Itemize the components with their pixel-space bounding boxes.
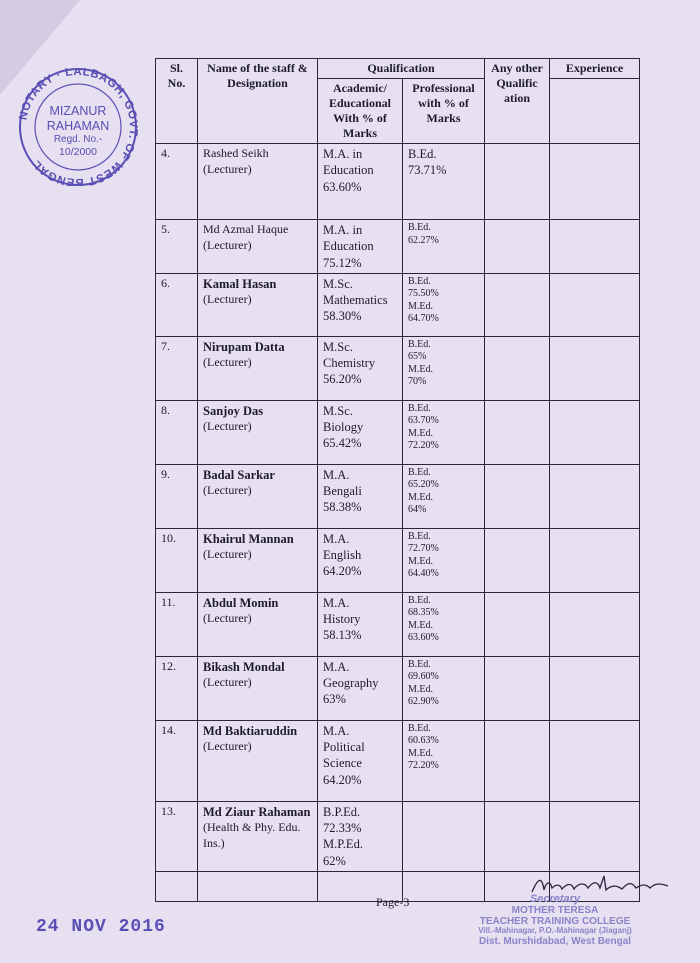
staff-cell [198, 400, 318, 464]
table-row [156, 656, 640, 720]
professional-qualification: B.Ed. 65% M.Ed. 70% [403, 336, 485, 400]
academic-qualification: M.A. Political Science 64.20% [318, 720, 403, 801]
blank-cell [156, 871, 198, 901]
staff-cell [198, 464, 318, 528]
college-name-line1: MOTHER TERESA [511, 905, 599, 917]
other-qualification [485, 144, 550, 220]
sl-no: 11. [156, 592, 198, 656]
table-row [156, 400, 640, 464]
staff-designation: (Lecturer) [203, 355, 252, 369]
sl-no: 8. [156, 400, 198, 464]
staff-name: Md Ziaur Rahaman [203, 804, 311, 819]
experience [550, 464, 640, 528]
secretary-stamp [440, 893, 670, 947]
staff-cell [198, 656, 318, 720]
college-address: Vill.-Mahinagar, P.O.-Mahinagar (Jiaganj) [478, 926, 632, 936]
staff-designation: (Health & Phy. Edu. Ins.) [203, 820, 301, 850]
staff-name: Md Azmal Haque [203, 222, 289, 236]
experience [550, 592, 640, 656]
staff-designation: (Lecturer) [203, 675, 252, 689]
experience [550, 400, 640, 464]
academic-qualification: M.Sc. Biology 65.42% [318, 400, 403, 464]
staff-designation: (Lecturer) [203, 547, 252, 561]
experience [550, 273, 640, 336]
staff-designation: (Lecturer) [203, 419, 252, 433]
professional-qualification: B.Ed. 63.70% M.Ed. 72.20% [403, 400, 485, 464]
staff-name: Rashed Seikh [203, 146, 269, 160]
blank-cell [198, 871, 318, 901]
academic-qualification: M.Sc. Mathematics 58.30% [318, 273, 403, 336]
header-experience: Experience [550, 59, 640, 79]
header-academic: Academic/ Educational With % of Marks [318, 79, 403, 144]
staff-cell [198, 336, 318, 400]
academic-qualification: M.Sc. Chemistry 56.20% [318, 336, 403, 400]
other-qualification [485, 220, 550, 274]
academic-qualification: M.A. in Education 63.60% [318, 144, 403, 220]
staff-name: Bikash Mondal [203, 659, 285, 674]
other-qualification [485, 273, 550, 336]
staff-cell [198, 144, 318, 220]
academic-qualification: B.P.Ed. 72.33% M.P.Ed. 62% [318, 801, 403, 871]
sl-no: 5. [156, 220, 198, 274]
staff-name: Sanjoy Das [203, 403, 264, 418]
staff-name: Nirupam Datta [203, 339, 285, 354]
notary-regd-label: Regd. No.- [53, 134, 103, 145]
other-qualification [485, 528, 550, 592]
college-district: Dist. Murshidabad, West Bengal [478, 935, 632, 947]
staff-cell [198, 592, 318, 656]
sl-no: 9. [156, 464, 198, 528]
notary-regd-number: 10/2000 [59, 146, 97, 158]
staff-cell [198, 720, 318, 801]
secretary-title: Secretary [529, 893, 581, 905]
staff-cell [198, 528, 318, 592]
sl-no: 10. [156, 528, 198, 592]
date-stamp: 24 NOV 2016 [36, 917, 166, 937]
table-row [156, 720, 640, 801]
other-qualification [485, 656, 550, 720]
table-row [156, 801, 640, 871]
notary-ring-text: NOTARY · LALBAGH, GOVT. OF WEST BENGAL [17, 68, 140, 186]
professional-qualification: B.Ed. 75.50% M.Ed. 64.70% [403, 273, 485, 336]
professional-qualification: B.Ed. 73.71% [403, 144, 485, 220]
other-qualification [485, 720, 550, 801]
staff-designation: (Lecturer) [203, 611, 252, 625]
notary-name-line1: MIZANUR [49, 104, 107, 118]
academic-qualification: M.A. English 64.20% [318, 528, 403, 592]
experience [550, 336, 640, 400]
academic-qualification: M.A. in Education 75.12% [318, 220, 403, 274]
college-name-line2: TEACHER TRAINING COLLEGE [479, 916, 631, 928]
table-row [156, 273, 640, 336]
sl-no: 6. [156, 273, 198, 336]
notary-name-line2: RAHAMAN [46, 119, 110, 133]
sl-no: 14. [156, 720, 198, 801]
experience [550, 801, 640, 871]
sl-no: 7. [156, 336, 198, 400]
professional-qualification: B.Ed. 68.35% M.Ed. 63.60% [403, 592, 485, 656]
header-name-designation: Name of the staff & Designation [198, 59, 318, 144]
table-row [156, 464, 640, 528]
sl-no: 12. [156, 656, 198, 720]
professional-qualification: B.Ed. 69.60% M.Ed. 62.90% [403, 656, 485, 720]
professional-qualification: B.Ed. 62.27% [403, 220, 485, 274]
table-row [156, 528, 640, 592]
header-experience-blank [550, 79, 640, 144]
table-row [156, 336, 640, 400]
professional-qualification: B.Ed. 60.63% M.Ed. 72.20% [403, 720, 485, 801]
table-row [156, 592, 640, 656]
header-other-qualification: Any other Qualific ation [485, 59, 550, 144]
experience [550, 144, 640, 220]
staff-name: Md Baktiaruddin [203, 723, 298, 738]
staff-name: Badal Sarkar [203, 467, 275, 482]
sl-no: 13. [156, 801, 198, 871]
academic-qualification: M.A. History 58.13% [318, 592, 403, 656]
staff-designation: (Lecturer) [203, 161, 252, 176]
sl-no: 4. [156, 144, 198, 220]
experience [550, 720, 640, 801]
header-professional: Professional with % of Marks [403, 79, 485, 144]
experience [550, 220, 640, 274]
staff-name: Abdul Momin [203, 595, 279, 610]
professional-qualification: B.Ed. 65.20% M.Ed. 64% [403, 464, 485, 528]
staff-designation: (Lecturer) [203, 237, 252, 252]
experience [550, 528, 640, 592]
academic-qualification: M.A. Geography 63% [318, 656, 403, 720]
other-qualification [485, 592, 550, 656]
table-row [156, 220, 640, 274]
staff-designation: (Lecturer) [203, 483, 252, 497]
staff-qualification-table [155, 58, 640, 902]
professional-qualification: B.Ed. 72.70% M.Ed. 64.40% [403, 528, 485, 592]
page-number: Page-3 [376, 895, 410, 909]
staff-designation: (Lecturer) [203, 739, 252, 753]
experience [550, 656, 640, 720]
staff-cell [198, 273, 318, 336]
other-qualification [485, 801, 550, 871]
other-qualification [485, 336, 550, 400]
staff-cell [198, 220, 318, 274]
academic-qualification: M.A. Bengali 58.38% [318, 464, 403, 528]
staff-cell [198, 801, 318, 871]
header-sl-no: Sl. No. [156, 59, 198, 144]
table-row [156, 144, 640, 220]
notary-stamp [16, 68, 140, 186]
staff-designation: (Lecturer) [203, 292, 252, 306]
other-qualification [485, 400, 550, 464]
staff-name: Khairul Mannan [203, 531, 294, 546]
other-qualification [485, 464, 550, 528]
professional-qualification [403, 801, 485, 871]
staff-name: Kamal Hasan [203, 276, 277, 291]
header-qualification: Qualification [318, 59, 485, 79]
